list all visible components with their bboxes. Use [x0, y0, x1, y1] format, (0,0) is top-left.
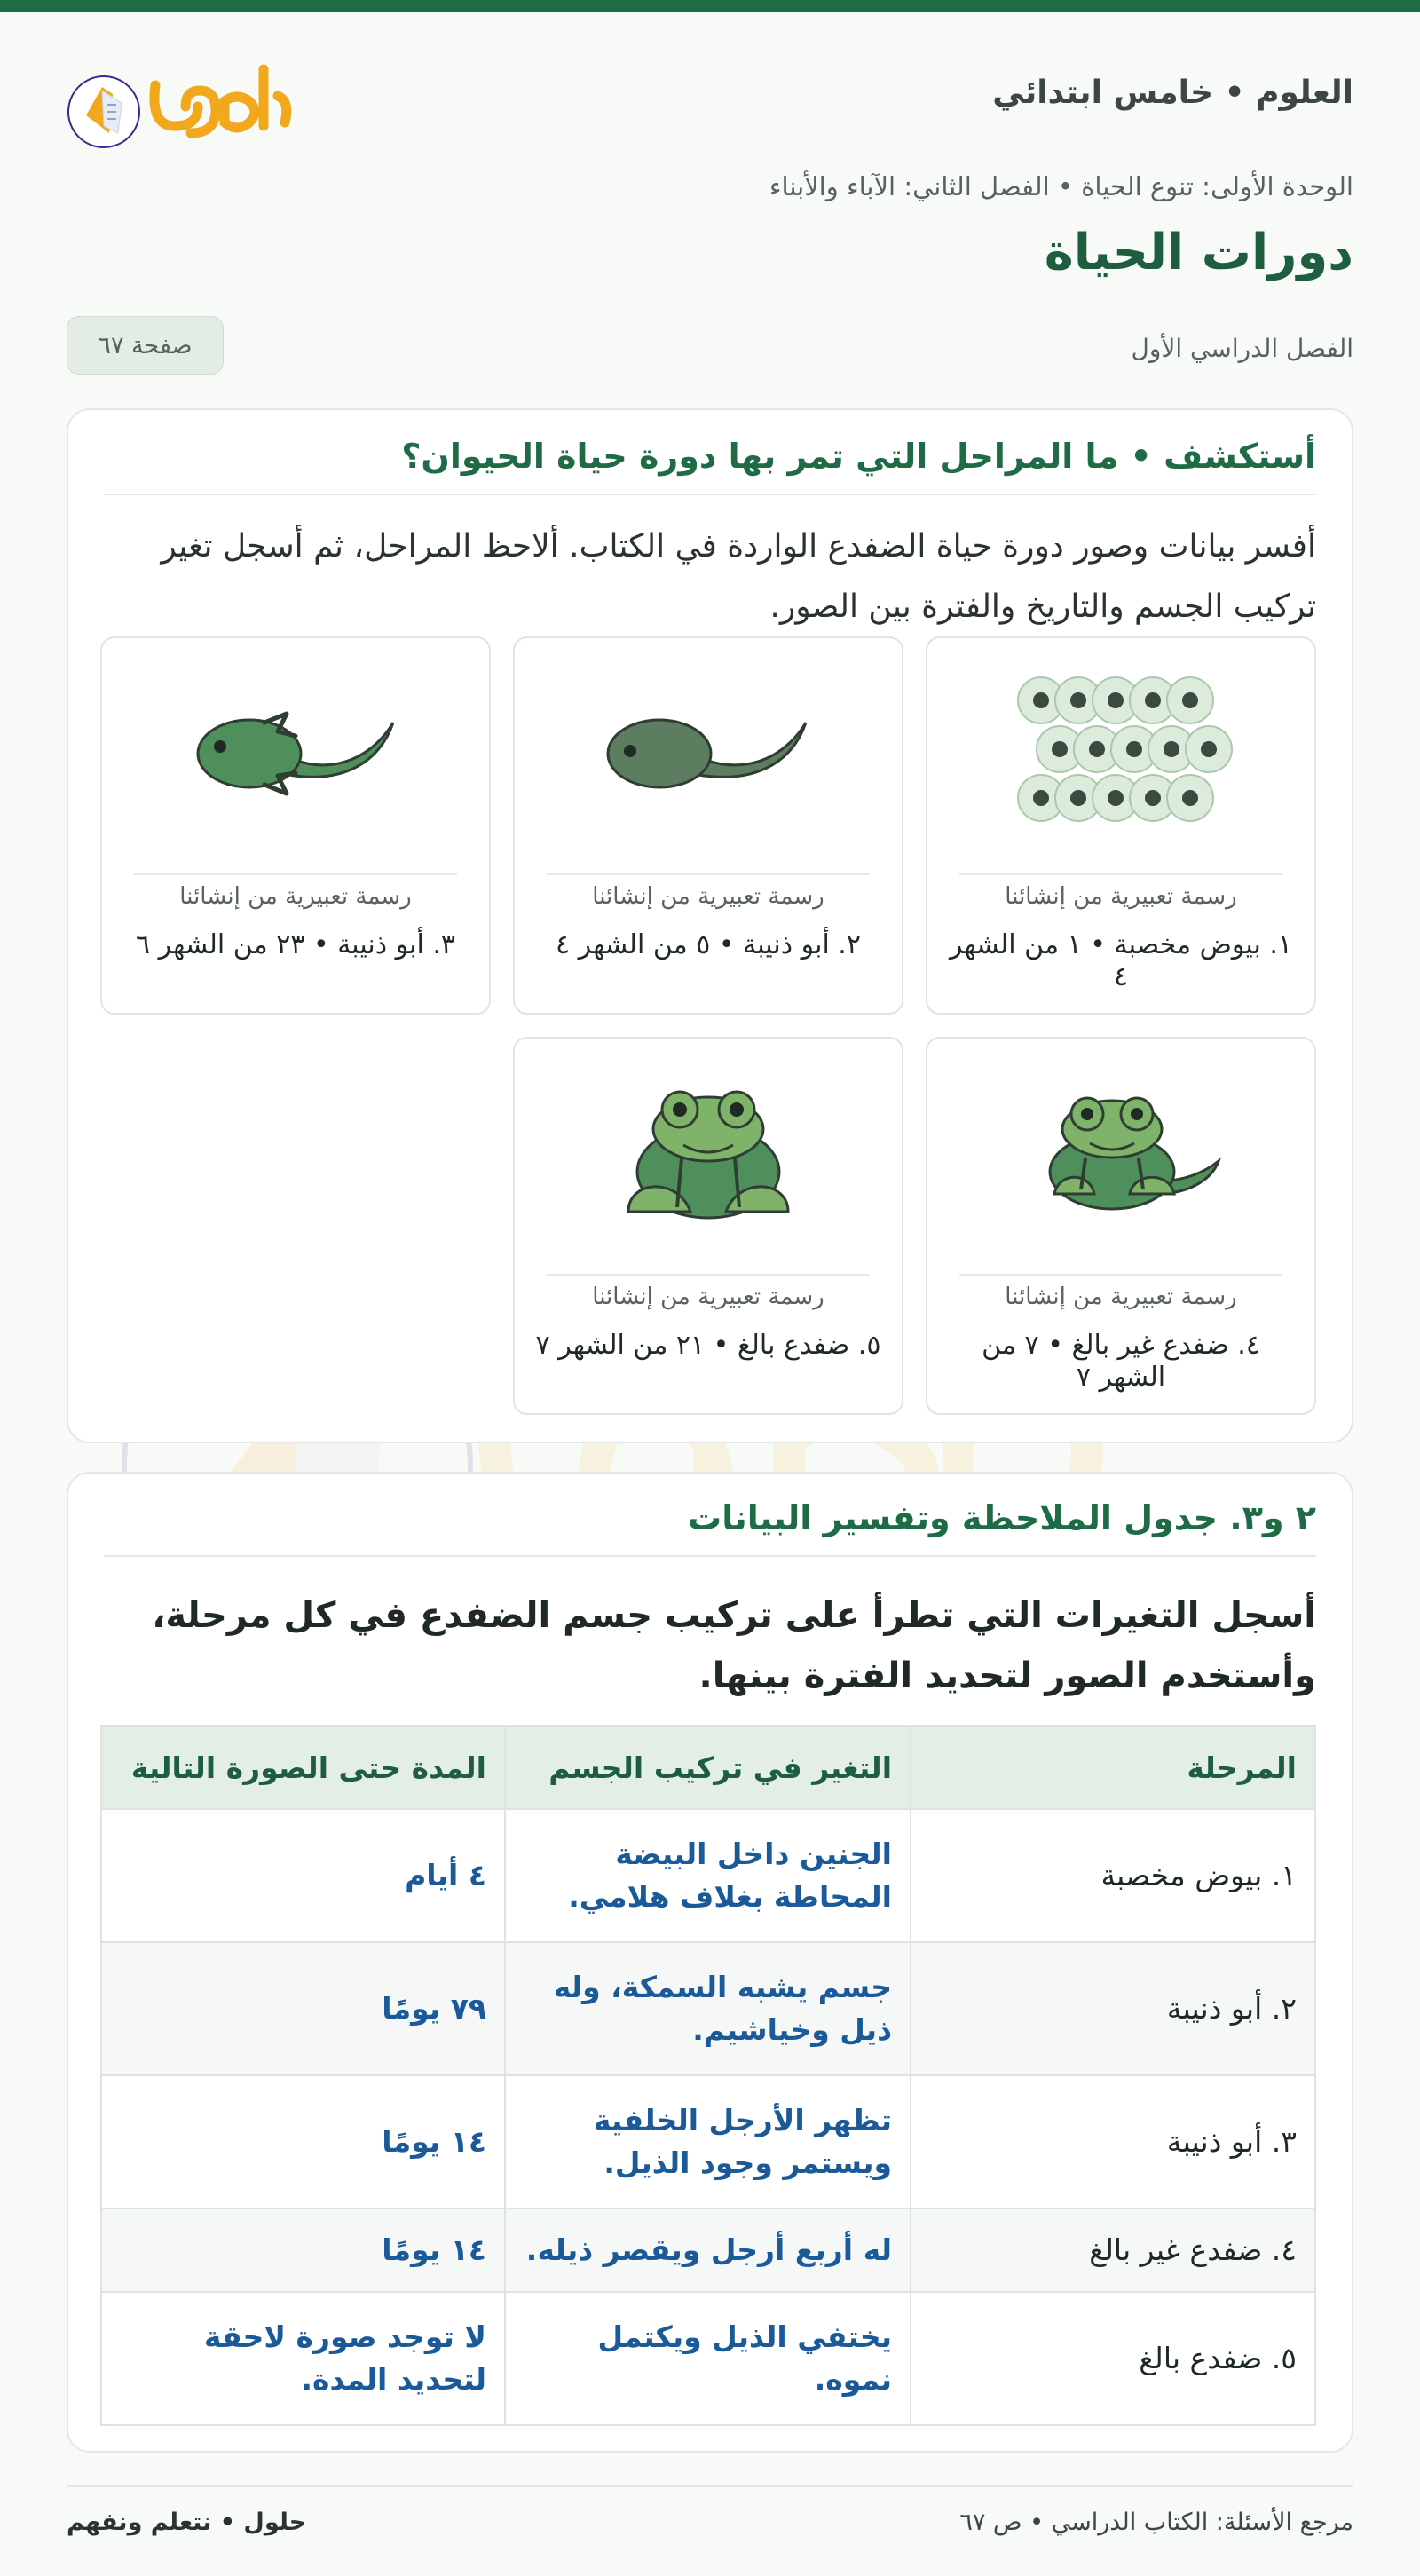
- tadpole-icon: [593, 696, 824, 802]
- illustration-note: رسمة تعبيرية من إنشائنا: [179, 883, 412, 910]
- footer-reference: مرجع الأسئلة: الكتاب الدراسي • ص ٦٧: [959, 2509, 1353, 2536]
- change-cell: تظهر الأرجل الخلفية ويستمر وجود الذيل.: [505, 2075, 911, 2209]
- table-header-row: [101, 1726, 1315, 1809]
- table-row: [101, 2209, 1315, 2292]
- illustration-note: رسمة تعبيرية من إنشائنا: [1005, 883, 1237, 910]
- stage-caption: ٤. ضفدع غير بالغ • ٧ من الشهر ٧: [982, 1330, 1260, 1393]
- stage-caption: ٢. أبو ذنيبة • ٥ من الشهر ٤: [556, 929, 861, 960]
- table-row: [101, 1809, 1315, 1942]
- change-cell: الجنين داخل البيضة المحاطة بغلاف هلامي.: [505, 1809, 911, 1942]
- adult-frog-icon: [593, 1074, 824, 1225]
- tile-divider: [959, 873, 1282, 875]
- illustration-note: رسمة تعبيرية من إنشائنا: [1005, 1284, 1237, 1310]
- top-accent-bar: [0, 0, 1420, 12]
- change-cell: يختفي الذيل ويكتمل نموه.: [505, 2292, 911, 2425]
- stage-cell: ١. بيوض مخصبة: [911, 1809, 1315, 1942]
- stage-caption: ٥. ضفدع بالغ • ٢١ من الشهر ٧: [535, 1330, 881, 1361]
- footer-divider: [67, 2485, 1353, 2487]
- column-header-duration: المدة حتى الصورة التالية: [101, 1726, 505, 1809]
- explore-heading: أستكشف • ما المراحل التي تمر بها دورة حياة الحيوان؟: [104, 437, 1316, 495]
- column-header-stage: المرحلة: [911, 1726, 1315, 1809]
- duration-cell: لا توجد صورة لاحقة لتحديد المدة.: [101, 2292, 505, 2425]
- stage-cell: ٥. ضفدع بالغ: [911, 2292, 1315, 2425]
- stage-cell: ٣. أبو ذنيبة: [911, 2075, 1315, 2209]
- tile-divider: [547, 873, 870, 875]
- duration-cell: ١٤ يومًا: [101, 2209, 505, 2292]
- table-heading: ٢ و٣. جدول الملاحظة وتفسير البيانات: [104, 1498, 1316, 1557]
- hulul-logo-icon[interactable]: [67, 51, 297, 158]
- stage-tile-froglet: [926, 1037, 1316, 1415]
- change-cell: له أربع أرجل ويقصر ذيله.: [505, 2209, 911, 2292]
- tile-divider: [547, 1274, 870, 1276]
- table-task: أسجل التغيرات التي تطرأ على تركيب جسم الضفدع في كل مرحلة، وأستخدم الصور لتحديد الفترة بينها.: [152, 1595, 1316, 1696]
- froglet-icon: [1006, 1083, 1236, 1216]
- column-header-change: التغير في تركيب الجسم: [505, 1726, 911, 1809]
- table-row: [101, 2292, 1315, 2425]
- observation-table: [100, 1725, 1316, 2426]
- stage-tile-adult-frog: [513, 1037, 903, 1415]
- explore-intro: أفسر بيانات وصور دورة حياة الضفدع الواردة في الكتاب. ألاحظ المراحل، ثم أسجل تغير تركيب الجسم والتاريخ والفترة بين الصور.: [161, 528, 1316, 625]
- illustration-note: رسمة تعبيرية من إنشائنا: [592, 1284, 824, 1310]
- page-header: [67, 12, 1353, 172]
- frog-eggs-icon: [1001, 674, 1241, 825]
- stage-cell: ٤. ضفدع غير بالغ: [911, 2209, 1315, 2292]
- tile-divider: [134, 873, 457, 875]
- observation-table-card: [67, 1472, 1353, 2453]
- stage-tile-tadpole-legs: [100, 636, 491, 1015]
- page-title: دورات الحياة: [1044, 224, 1353, 281]
- illustration-note: رسمة تعبيرية من إنشائنا: [592, 883, 824, 910]
- stage-caption: ١. بيوض مخصبة • ١ من الشهر ٤: [950, 929, 1292, 992]
- subject-title: العلوم • خامس ابتدائي: [992, 75, 1353, 111]
- duration-cell: ١٤ يومًا: [101, 2075, 505, 2209]
- stage-cell: ٢. أبو ذنيبة: [911, 1942, 1315, 2075]
- change-cell: جسم يشبه السمكة، وله ذيل وخياشيم.: [505, 1942, 911, 2075]
- semester-label: الفصل الدراسي الأول: [1131, 334, 1353, 363]
- stage-caption: ٣. أبو ذنيبة • ٢٣ من الشهر ٦: [135, 929, 456, 960]
- tadpole-legs-icon: [180, 691, 411, 807]
- table-row: [101, 2075, 1315, 2209]
- duration-cell: ٤ أيام: [101, 1809, 505, 1942]
- page-number-badge: صفحة ٦٧: [67, 316, 224, 375]
- stage-tile-tadpole: [513, 636, 903, 1015]
- tile-divider: [959, 1274, 1282, 1276]
- footer-brand: حلول • نتعلم ونفهم: [67, 2509, 307, 2536]
- duration-cell: ٧٩ يومًا: [101, 1942, 505, 2075]
- breadcrumb: الوحدة الأولى: تنوع الحياة • الفصل الثاني: الآباء والأبناء: [769, 171, 1353, 201]
- table-row: [101, 1942, 1315, 2075]
- stage-tile-eggs: [926, 636, 1316, 1015]
- explore-card: [67, 408, 1353, 1443]
